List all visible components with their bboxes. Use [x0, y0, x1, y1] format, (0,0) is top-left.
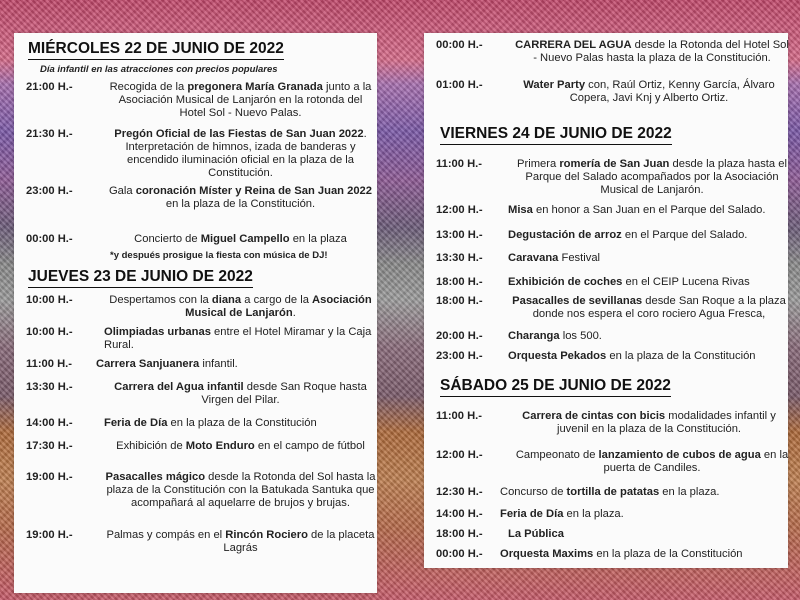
event-entry [26, 358, 377, 374]
event-time: 01:00 H.- [436, 79, 483, 91]
event-time: 00:00 H.- [26, 233, 73, 245]
event-time: 00:00 H.- [436, 39, 483, 51]
event-description [104, 417, 377, 430]
event-entry [26, 471, 377, 525]
event-description [514, 449, 790, 475]
event-description [508, 295, 790, 321]
event-highlight: Pasacalles mágico [105, 471, 206, 483]
event-time: 20:00 H.- [436, 330, 483, 342]
event-text: con, Raúl Ortiz, Kenny García, Álvaro Copera, Javi Knj y Alberto Ortiz. [569, 79, 775, 104]
left-program-panel [14, 33, 377, 593]
event-description [104, 81, 377, 120]
event-entry [436, 295, 790, 335]
event-description [104, 294, 377, 320]
event-description [508, 410, 790, 436]
event-entry [26, 128, 377, 180]
event-time: 14:00 H.- [26, 417, 73, 429]
event-text: desde la Rotonda del Sol hasta la plaza de la Constitución con la Batukada Santuka que acompañará al aquelarre de brujos y brujas. [106, 471, 376, 509]
event-description [508, 330, 790, 343]
event-highlight: Asociación Musical de Lanjarón [185, 294, 372, 319]
event-time: 21:30 H.- [26, 128, 73, 140]
day-heading: SÁBADO 25 DE JUNIO DE 2022 [440, 377, 671, 397]
event-entry [26, 233, 377, 249]
event-text: a cargo de la [241, 294, 313, 306]
event-time: 00:00 H.- [436, 548, 483, 560]
event-highlight: Carrera Sanjuanera [96, 358, 200, 370]
event-text: en la plaza [289, 233, 347, 245]
event-highlight: Miguel Campello [200, 233, 290, 245]
event-time: 11:00 H.- [26, 358, 73, 370]
event-highlight: Orquesta Pekados [508, 350, 607, 362]
event-time: 14:00 H.- [436, 508, 483, 520]
event-highlight: CARRERA DEL AGUA [515, 39, 632, 51]
event-text: en la plaza. [563, 508, 624, 520]
event-highlight: Misa [508, 204, 533, 216]
event-description [500, 548, 790, 561]
day-note: Día infantil en las atracciones con precios populares [40, 64, 278, 75]
event-text: Exhibición de [116, 440, 186, 452]
event-text: de la placeta Lagrás [223, 529, 375, 554]
event-highlight: Charanga [508, 330, 560, 342]
event-entry [436, 330, 790, 346]
event-entry [26, 440, 377, 468]
event-time: 19:00 H.- [26, 529, 73, 541]
event-text: Gala [108, 185, 136, 197]
event-highlight: diana [211, 294, 242, 306]
event-time: 23:00 H.- [26, 185, 73, 197]
event-highlight: Caravana [508, 252, 559, 264]
event-text: desde San Roque a la plaza donde nos espera el coro rociero Agua Fresca, [532, 295, 786, 320]
event-entry [436, 350, 790, 366]
event-time: 12:00 H.- [436, 204, 483, 216]
event-description [508, 229, 790, 242]
event-description [104, 128, 377, 180]
event-description [508, 276, 790, 289]
event-entry [436, 252, 790, 268]
event-text: en el campo de fútbol [254, 440, 365, 452]
event-text: Concierto de [134, 233, 201, 245]
event-highlight: Orquesta Maxims [500, 548, 594, 560]
event-description [514, 39, 790, 65]
event-description [508, 528, 790, 541]
event-entry [436, 486, 790, 502]
event-text: Festival [558, 252, 601, 264]
event-text: modalidades infantil y juvenil en la plaza de la Constitución. [556, 410, 776, 435]
event-highlight: La Pública [508, 528, 564, 540]
event-time: 13:00 H.- [436, 229, 483, 241]
event-time: 12:30 H.- [436, 486, 483, 498]
event-entry [436, 39, 790, 67]
event-highlight: romería de San Juan [559, 158, 670, 170]
event-description [508, 350, 790, 363]
event-highlight: Rincón Rociero [225, 529, 308, 541]
event-text: en la plaza. [659, 486, 720, 498]
event-text: Palmas y compás en el [106, 529, 226, 541]
event-text: Despertamos con la [109, 294, 212, 306]
event-highlight: pregonera María Granada [187, 81, 323, 93]
event-time: 10:00 H.- [26, 326, 73, 338]
event-entry [26, 417, 377, 433]
event-highlight: Exhibición de coches [508, 276, 623, 288]
event-entry [436, 528, 790, 544]
day-heading: JUEVES 23 DE JUNIO DE 2022 [28, 268, 253, 288]
event-description [96, 358, 377, 371]
event-text: en el CEIP Lucena Rivas [622, 276, 750, 288]
day-heading: VIERNES 24 DE JUNIO DE 2022 [440, 125, 672, 145]
event-text: Concurso de [500, 486, 567, 498]
event-highlight: Water Party [523, 79, 586, 91]
event-time: 23:00 H.- [436, 350, 483, 362]
event-description [104, 381, 377, 407]
event-entry [26, 529, 377, 557]
event-entry [26, 294, 377, 322]
event-highlight: tortilla de patatas [566, 486, 660, 498]
event-description [104, 440, 377, 453]
event-text: Recogida de la [109, 81, 188, 93]
event-entry [436, 276, 790, 292]
event-description [104, 529, 377, 555]
event-text: . [292, 307, 296, 319]
event-text: en el Parque del Salado. [621, 229, 748, 241]
event-time: 11:00 H.- [436, 158, 483, 170]
event-text: desde San Roque hasta Virgen del Pilar. [201, 381, 367, 406]
event-description [500, 508, 790, 521]
event-time: 12:00 H.- [436, 449, 483, 461]
event-entry [26, 185, 377, 213]
event-description [104, 185, 377, 211]
event-highlight: Degustación de arroz [508, 229, 622, 241]
event-entry [436, 158, 790, 198]
event-text: en la plaza de la Constitución [606, 350, 756, 362]
event-text: en la plaza de la Constitución [167, 417, 317, 429]
event-highlight: Carrera del Agua infantil [114, 381, 244, 393]
event-text: en honor a San Juan en el Parque del Salado. [532, 204, 766, 216]
event-text: . Interpretación de himnos, izada de banderas y encendido iluminación oficial en la plaza de la Constitución. [125, 128, 367, 179]
event-text: Primera [517, 158, 560, 170]
event-time: 17:30 H.- [26, 440, 73, 452]
event-highlight: Feria de Día [104, 417, 168, 429]
event-time: 10:00 H.- [26, 294, 73, 306]
event-description [104, 326, 377, 352]
event-highlight: Pasacalles de sevillanas [512, 295, 643, 307]
day-heading: MIÉRCOLES 22 DE JUNIO DE 2022 [28, 40, 284, 60]
event-description [514, 158, 790, 197]
event-text: en la plaza de la Constitución. [165, 198, 316, 210]
event-description [104, 233, 377, 246]
event-time: 18:00 H.- [436, 295, 483, 307]
event-entry [436, 79, 790, 107]
event-highlight: Feria de Día [500, 508, 564, 520]
event-highlight: coronación Míster y Reina de San Juan 2022 [135, 185, 372, 197]
event-description [500, 486, 790, 499]
event-highlight: Olimpiadas urbanas [104, 326, 211, 338]
event-description [508, 252, 790, 265]
event-highlight: Pregón Oficial de las Fiestas de San Juan 2022 [114, 128, 364, 140]
event-entry [436, 410, 790, 438]
event-text: infantil. [199, 358, 238, 370]
dj-note: *y después prosigue la fiesta con música de DJ! [110, 250, 328, 261]
event-time: 18:00 H.- [436, 528, 483, 540]
event-entry [26, 326, 377, 354]
event-description [508, 79, 790, 105]
event-text: Campeonato de [515, 449, 599, 461]
event-time: 13:30 H.- [26, 381, 73, 393]
event-text: los 500. [559, 330, 602, 342]
event-description [508, 204, 790, 217]
event-highlight: Carrera de cintas con bicis [522, 410, 666, 422]
event-entry [436, 548, 790, 564]
event-text: desde la Rotonda del Hotel Sol - Nuevo Palas hasta la plaza de la Constitución. [533, 39, 789, 64]
event-entry [436, 204, 790, 220]
event-entry [436, 229, 790, 245]
event-text: entre el Hotel Miramar y la Caja Rural. [104, 326, 372, 351]
event-text: en la plaza de la Constitución [593, 548, 743, 560]
event-text: desde la plaza hasta el Parque del Salado acompañados por la Asociación Musical de Lanjarón. [525, 158, 787, 196]
event-entry [26, 81, 377, 121]
event-entry [436, 449, 790, 477]
event-description [104, 471, 377, 510]
event-time: 19:00 H.- [26, 471, 73, 483]
event-time: 11:00 H.- [436, 410, 483, 422]
event-time: 13:30 H.- [436, 252, 483, 264]
event-time: 21:00 H.- [26, 81, 73, 93]
event-highlight: Moto Enduro [185, 440, 255, 452]
right-program-panel [424, 33, 788, 568]
event-entry [436, 508, 790, 524]
event-text: junto a la Asociación Musical de Lanjarón en la rotonda del Hotel Sol - Nuevo Palas. [118, 81, 372, 119]
event-time: 18:00 H.- [436, 276, 483, 288]
event-entry [26, 381, 377, 409]
event-text: en la puerta de Candiles. [603, 449, 789, 474]
event-highlight: lanzamiento de cubos de agua [598, 449, 761, 461]
